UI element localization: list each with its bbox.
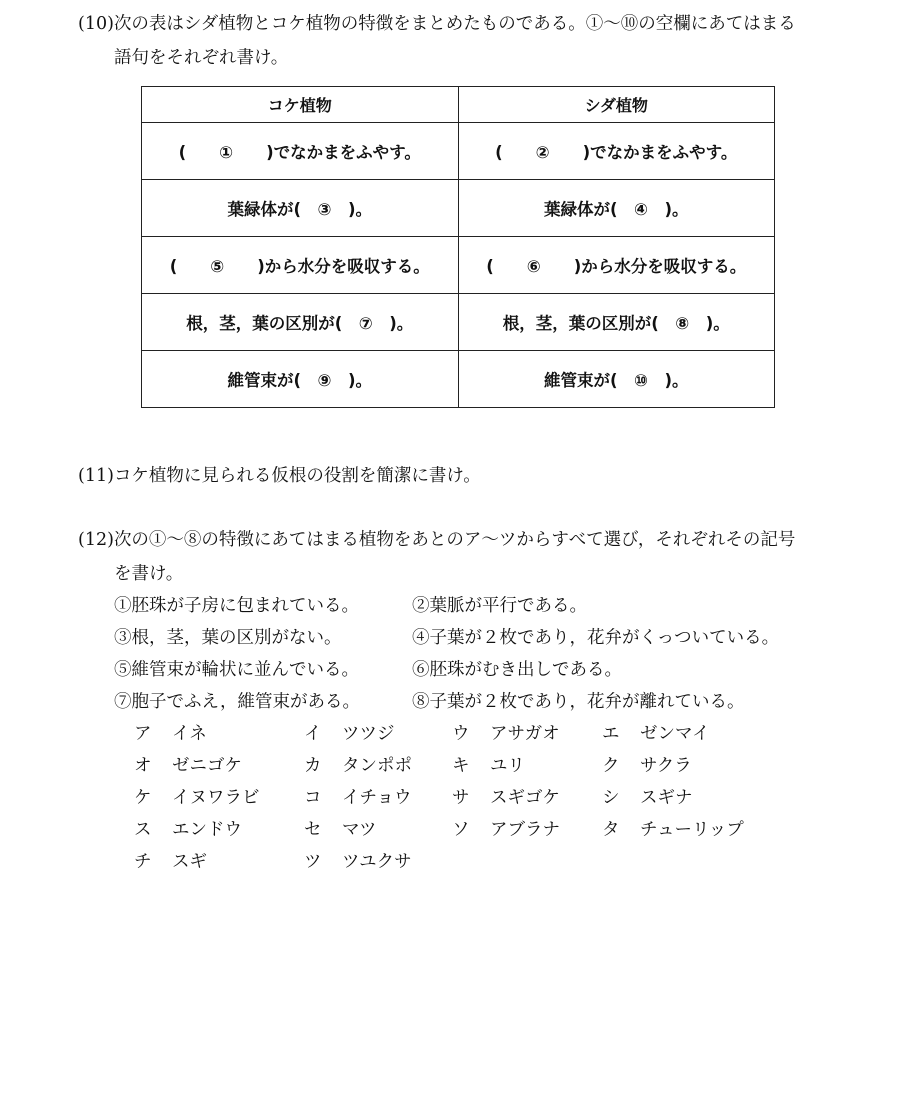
choice-name: ゼニゴケ: [172, 756, 242, 776]
q11-line: [78, 464, 481, 488]
choice-letter: シ: [602, 788, 620, 808]
feature-item: ⑤維管束が輪状に並んでいる。: [114, 660, 359, 680]
choice-name: スギナ: [640, 788, 693, 808]
choice-name: アサガオ: [490, 724, 560, 744]
choice-item: [134, 754, 242, 778]
choice-letter: ス: [134, 820, 152, 840]
header-fern: シダ植物: [458, 87, 775, 123]
cell-moss-blank-9: 維管束が( ⑨ )。: [142, 351, 459, 408]
choice-item: [134, 722, 207, 746]
q10-number: (10): [78, 14, 114, 34]
feature-item: ⑦胞子でふえ，維管束がある。: [114, 692, 361, 712]
table-header-row: [142, 87, 775, 123]
feature-item: ⑧子葉が２枚であり，花弁が離れている。: [412, 692, 745, 712]
q12-number: (12): [78, 530, 114, 550]
choice-item: [452, 786, 560, 810]
cell-fern-blank-10: 維管束が( ⑩ )。: [458, 351, 775, 408]
choice-item: [452, 754, 525, 778]
choice-letter: ウ: [452, 724, 470, 744]
q12-line1: [78, 528, 795, 552]
cell-fern-blank-4: 葉緑体が( ④ )。: [458, 180, 775, 237]
cell-moss-blank-1: ( ① )でなかまをふやす。: [142, 123, 459, 180]
choice-item: [304, 754, 412, 778]
choice-name: イネ: [172, 724, 207, 744]
choice-name: タンポポ: [342, 756, 412, 776]
choice-letter: キ: [452, 756, 470, 776]
choice-letter: イ: [304, 724, 322, 744]
plant-comparison-table: [141, 86, 775, 408]
choice-item: [602, 722, 710, 746]
choice-letter: セ: [304, 820, 322, 840]
choice-name: スギゴケ: [490, 788, 560, 808]
cell-moss-blank-7: 根，茎，葉の区別が( ⑦ )。: [142, 294, 459, 351]
feature-item: ②葉脈が平行である。: [412, 596, 587, 616]
choice-item: [602, 754, 692, 778]
choice-letter: タ: [602, 820, 620, 840]
feature-item: ⑥胚珠がむき出しである。: [412, 660, 622, 680]
choice-item: [304, 818, 376, 842]
cell-moss-blank-5: ( ⑤ )から水分を吸収する。: [142, 237, 459, 294]
choice-letter: ア: [134, 724, 152, 744]
cell-fern-blank-2: ( ② )でなかまをふやす。: [458, 123, 775, 180]
choice-item: [452, 818, 560, 842]
table-row: [142, 123, 775, 180]
choice-item: [602, 786, 693, 810]
q11-number: (11): [78, 466, 114, 486]
choice-letter: ツ: [304, 852, 322, 872]
table-row: [142, 294, 775, 351]
choice-item: [304, 850, 412, 874]
choice-item: [452, 722, 560, 746]
choice-name: アブラナ: [490, 820, 560, 840]
choice-letter: チ: [134, 852, 152, 872]
cell-fern-blank-6: ( ⑥ )から水分を吸収する。: [458, 237, 775, 294]
choice-name: イヌワラビ: [172, 788, 260, 808]
choice-letter: ク: [602, 756, 620, 776]
choice-name: ゼンマイ: [640, 724, 710, 744]
choice-letter: カ: [304, 756, 322, 776]
choice-name: ツツジ: [342, 724, 395, 744]
cell-fern-blank-8: 根，茎，葉の区別が( ⑧ )。: [458, 294, 775, 351]
q10-line1: [78, 12, 796, 36]
table-row: [142, 180, 775, 237]
choice-name: エンドウ: [172, 820, 242, 840]
table-row: [142, 237, 775, 294]
choice-item: [134, 786, 260, 810]
q10-text-line1: 次の表はシダ植物とコケ植物の特徴をまとめたものである。①～⑩の空欄にあてはまる: [113, 14, 796, 34]
choice-name: マツ: [342, 820, 377, 840]
header-moss: コケ植物: [142, 87, 459, 123]
choice-name: チューリップ: [640, 820, 744, 840]
q12-text-line1: 次の①～⑧の特徴にあてはまる植物をあとのア～ツからすべて選び，それぞれその記号: [113, 530, 796, 550]
choice-item: [304, 722, 395, 746]
feature-item: ①胚珠が子房に包まれている。: [114, 596, 359, 616]
q12-line2: を書け。: [114, 564, 184, 584]
choice-letter: エ: [602, 724, 620, 744]
choice-name: スギ: [172, 852, 207, 872]
choice-letter: コ: [304, 788, 322, 808]
feature-item: ④子葉が２枚であり，花弁がくっついている。: [412, 628, 780, 648]
choice-name: ユリ: [490, 756, 525, 776]
table-row: [142, 351, 775, 408]
choice-letter: オ: [134, 756, 152, 776]
choice-letter: ケ: [134, 788, 152, 808]
choice-letter: ソ: [452, 820, 470, 840]
q10-line2: 語句をそれぞれ書け。: [114, 48, 289, 68]
choice-item: [304, 786, 411, 810]
choice-item: [134, 850, 207, 874]
feature-item: ③根，茎，葉の区別がない。: [114, 628, 342, 648]
choice-name: サクラ: [640, 756, 692, 776]
choice-letter: サ: [452, 788, 470, 808]
choice-item: [602, 818, 744, 842]
choice-name: ツユクサ: [342, 852, 412, 872]
choice-item: [134, 818, 242, 842]
cell-moss-blank-3: 葉緑体が( ③ )。: [142, 180, 459, 237]
q11-text: コケ植物に見られる仮根の役割を簡潔に書け。: [113, 466, 481, 486]
choice-name: イチョウ: [342, 788, 412, 808]
